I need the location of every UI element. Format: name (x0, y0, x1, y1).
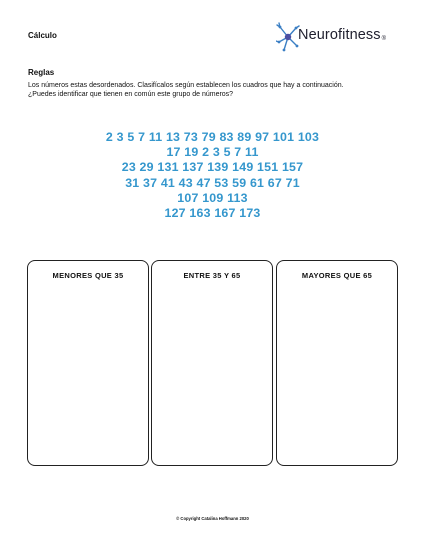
number-row: 17 19 2 3 5 7 11 (166, 145, 259, 160)
number-row: 2 3 5 7 11 13 73 79 83 89 97 101 103 (105, 130, 320, 144)
box-title: MAYORES QUE 65 (301, 271, 373, 280)
rules-heading: Reglas (28, 68, 55, 77)
neuron-icon (276, 22, 300, 52)
number-row: 23 29 131 137 139 149 151 157 (121, 160, 304, 175)
logo-brand-bold: Neuro (298, 27, 338, 43)
number-row: 127 163 167 173 (164, 206, 261, 221)
rules-text-line-2: ¿Puedes identificar que tienen en común este grupo de números? (28, 91, 234, 98)
rules-text-line-1: Los números estas desordenados. Clasifícalos según establecen los cuadros que hay a continuación. (28, 82, 344, 89)
section-title: Cálculo (28, 31, 57, 40)
number-list (0, 130, 425, 221)
number-row: 107 109 113 (177, 190, 248, 205)
box-title: ENTRE 35 Y 65 (183, 271, 241, 280)
logo-brand-light: fitness (338, 27, 381, 43)
box-entre-35-y-65[interactable] (151, 260, 273, 466)
box-title: MENORES QUE 35 (52, 271, 124, 280)
number-row: 31 37 41 43 47 53 59 61 67 71 (125, 175, 300, 190)
logo-text (298, 27, 386, 43)
box-menores-que-35[interactable] (27, 260, 149, 466)
box-mayores-que-65[interactable] (276, 260, 398, 466)
neurofitness-logo (276, 20, 406, 58)
registered-mark: ® (381, 36, 387, 42)
copyright-notice: © Copyright Catalina Hoffmann 2020 (176, 516, 249, 521)
